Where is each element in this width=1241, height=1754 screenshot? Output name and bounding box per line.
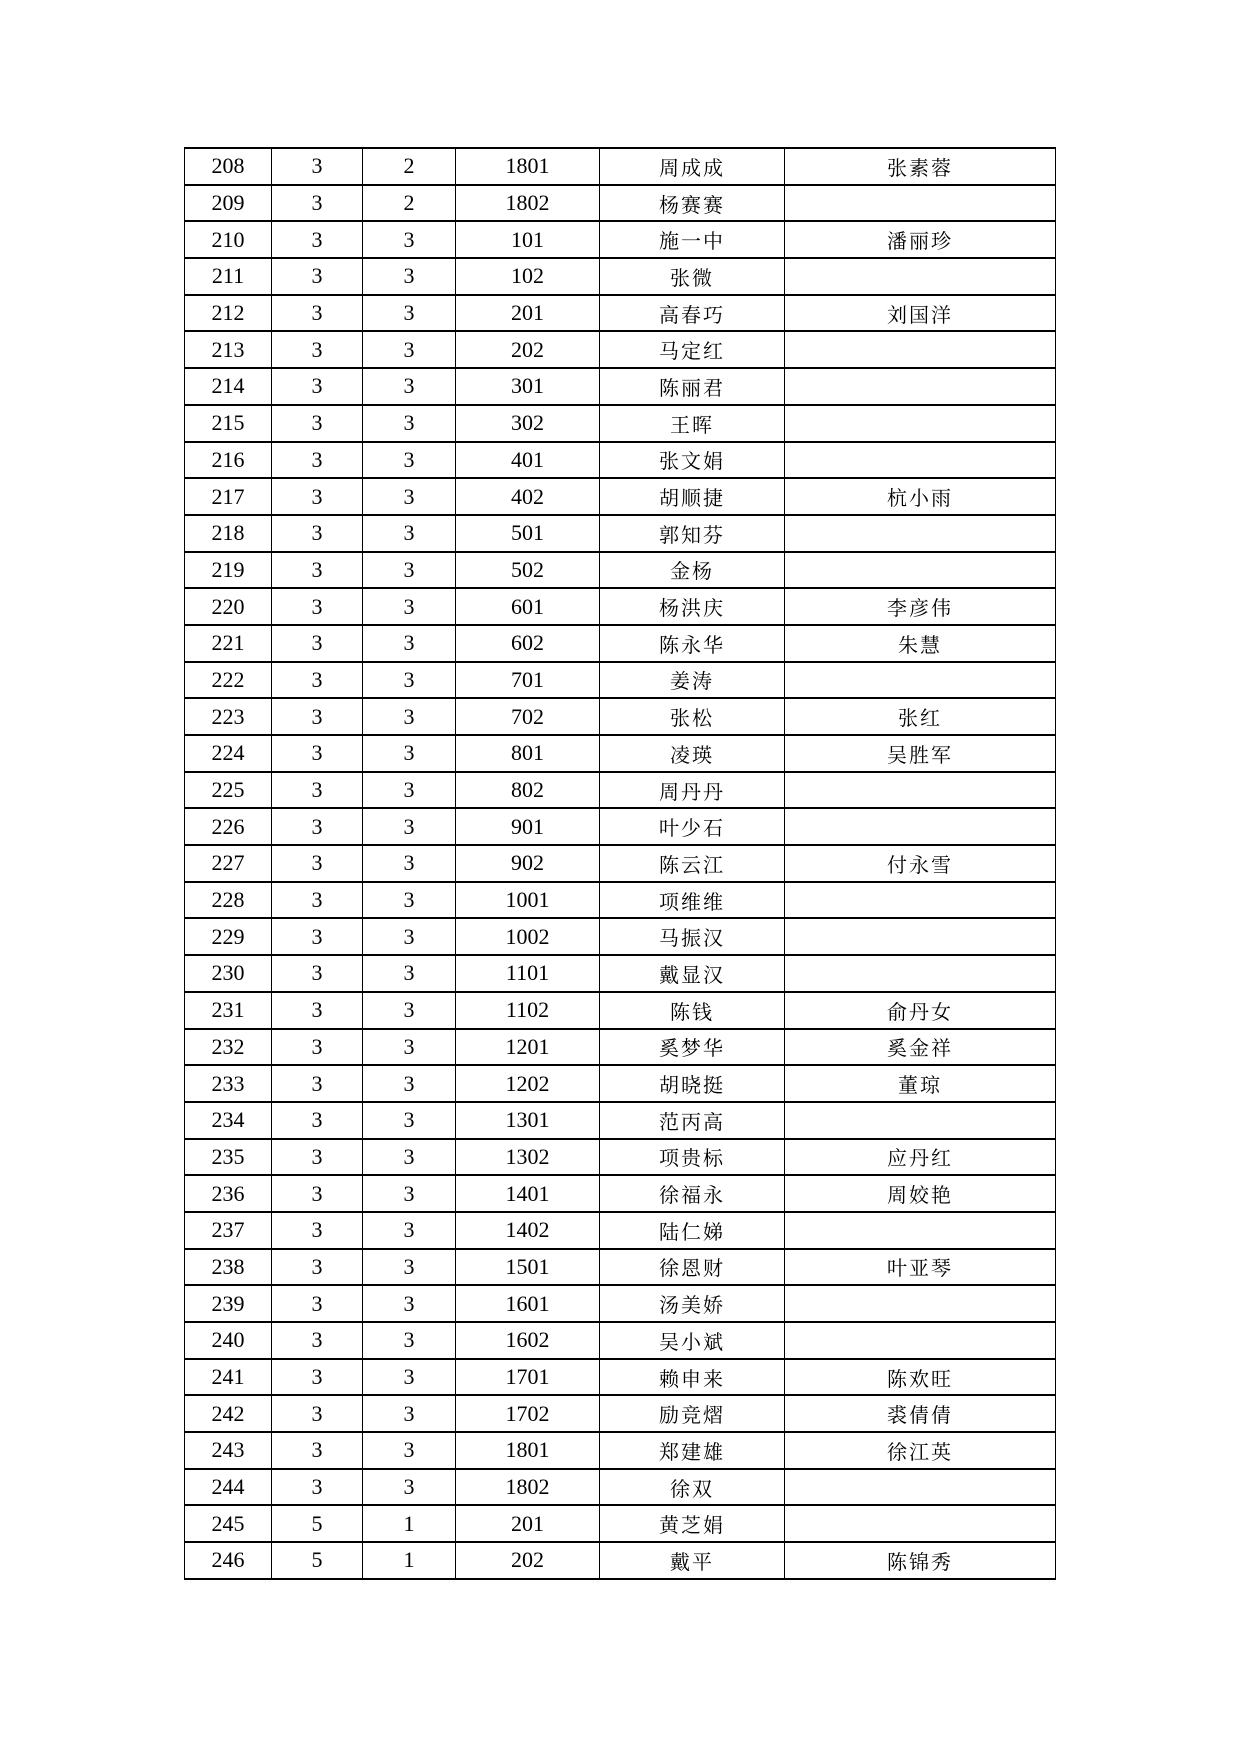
table-row [185, 552, 1056, 589]
cell-room: 202 [456, 331, 600, 368]
cell-building: 3 [272, 442, 363, 479]
cell-name-primary: 张文娟 [600, 442, 785, 479]
cell-building: 3 [272, 845, 363, 882]
cell-building: 3 [272, 1469, 363, 1506]
cell-unit: 3 [363, 1395, 456, 1432]
cell-name-secondary: 吴胜军 [785, 735, 1056, 772]
cell-building: 3 [272, 955, 363, 992]
cell-building: 3 [272, 625, 363, 662]
cell-seq: 227 [185, 845, 272, 882]
cell-seq: 241 [185, 1359, 272, 1396]
table-body [185, 148, 1056, 1579]
cell-unit: 3 [363, 405, 456, 442]
cell-seq: 224 [185, 735, 272, 772]
cell-seq: 234 [185, 1102, 272, 1139]
cell-name-secondary [785, 442, 1056, 479]
cell-building: 3 [272, 1285, 363, 1322]
cell-name-primary: 戴平 [600, 1542, 785, 1579]
cell-room: 1802 [456, 1469, 600, 1506]
cell-unit: 3 [363, 552, 456, 589]
table-row [185, 588, 1056, 625]
cell-seq: 216 [185, 442, 272, 479]
cell-building: 3 [272, 221, 363, 258]
cell-room: 1401 [456, 1175, 600, 1212]
table-row [185, 698, 1056, 735]
cell-name-secondary [785, 882, 1056, 919]
cell-room: 1802 [456, 185, 600, 222]
cell-seq: 222 [185, 662, 272, 699]
cell-unit: 3 [363, 368, 456, 405]
cell-name-primary: 叶少石 [600, 808, 785, 845]
cell-name-secondary: 徐江英 [785, 1432, 1056, 1469]
cell-room: 1001 [456, 882, 600, 919]
cell-seq: 231 [185, 992, 272, 1029]
cell-name-primary: 陆仁娣 [600, 1212, 785, 1249]
cell-room: 901 [456, 808, 600, 845]
table-row [185, 295, 1056, 332]
cell-name-secondary [785, 1285, 1056, 1322]
cell-room: 302 [456, 405, 600, 442]
cell-room: 902 [456, 845, 600, 882]
cell-room: 501 [456, 515, 600, 552]
cell-unit: 3 [363, 918, 456, 955]
cell-unit: 3 [363, 662, 456, 699]
table-row [185, 992, 1056, 1029]
cell-room: 1402 [456, 1212, 600, 1249]
table-row [185, 221, 1056, 258]
table-row [185, 148, 1056, 185]
cell-unit: 3 [363, 258, 456, 295]
cell-room: 1202 [456, 1065, 600, 1102]
table-row [185, 1432, 1056, 1469]
cell-seq: 229 [185, 918, 272, 955]
table-row [185, 1029, 1056, 1066]
cell-room: 1702 [456, 1395, 600, 1432]
cell-unit: 3 [363, 625, 456, 662]
cell-room: 801 [456, 735, 600, 772]
cell-seq: 246 [185, 1542, 272, 1579]
table-row [185, 625, 1056, 662]
cell-room: 1301 [456, 1102, 600, 1139]
cell-name-primary: 项贵标 [600, 1139, 785, 1176]
cell-seq: 212 [185, 295, 272, 332]
cell-name-secondary [785, 918, 1056, 955]
cell-seq: 244 [185, 1469, 272, 1506]
cell-name-primary: 陈云江 [600, 845, 785, 882]
cell-seq: 233 [185, 1065, 272, 1102]
cell-seq: 225 [185, 772, 272, 809]
cell-unit: 3 [363, 295, 456, 332]
cell-building: 3 [272, 588, 363, 625]
cell-name-primary: 奚梦华 [600, 1029, 785, 1066]
cell-name-secondary [785, 515, 1056, 552]
cell-name-primary: 王晖 [600, 405, 785, 442]
cell-building: 5 [272, 1542, 363, 1579]
cell-unit: 3 [363, 698, 456, 735]
cell-name-secondary [785, 331, 1056, 368]
cell-room: 1201 [456, 1029, 600, 1066]
cell-unit: 3 [363, 331, 456, 368]
cell-name-secondary [785, 552, 1056, 589]
cell-name-secondary [785, 1102, 1056, 1139]
cell-building: 3 [272, 1322, 363, 1359]
table-row [185, 662, 1056, 699]
cell-unit: 3 [363, 1065, 456, 1102]
cell-name-secondary: 付永雪 [785, 845, 1056, 882]
cell-room: 1101 [456, 955, 600, 992]
cell-seq: 221 [185, 625, 272, 662]
cell-name-secondary [785, 808, 1056, 845]
cell-seq: 228 [185, 882, 272, 919]
cell-name-secondary: 陈锦秀 [785, 1542, 1056, 1579]
cell-building: 3 [272, 1359, 363, 1396]
cell-unit: 3 [363, 1322, 456, 1359]
cell-room: 701 [456, 662, 600, 699]
cell-name-secondary: 周姣艳 [785, 1175, 1056, 1212]
cell-building: 3 [272, 1175, 363, 1212]
cell-seq: 239 [185, 1285, 272, 1322]
cell-building: 3 [272, 992, 363, 1029]
cell-name-primary: 周成成 [600, 148, 785, 185]
table-row [185, 442, 1056, 479]
cell-name-secondary [785, 1505, 1056, 1542]
cell-room: 101 [456, 221, 600, 258]
table-row [185, 1175, 1056, 1212]
cell-unit: 3 [363, 478, 456, 515]
cell-room: 1602 [456, 1322, 600, 1359]
cell-unit: 2 [363, 148, 456, 185]
cell-name-secondary: 裘倩倩 [785, 1395, 1056, 1432]
cell-name-primary: 周丹丹 [600, 772, 785, 809]
cell-name-primary: 张微 [600, 258, 785, 295]
cell-room: 601 [456, 588, 600, 625]
cell-unit: 3 [363, 515, 456, 552]
table-row [185, 882, 1056, 919]
cell-name-primary: 高春巧 [600, 295, 785, 332]
cell-name-secondary: 叶亚琴 [785, 1249, 1056, 1286]
cell-room: 702 [456, 698, 600, 735]
cell-name-primary: 张松 [600, 698, 785, 735]
cell-name-secondary: 俞丹女 [785, 992, 1056, 1029]
cell-name-secondary [785, 1469, 1056, 1506]
cell-name-secondary: 奚金祥 [785, 1029, 1056, 1066]
cell-name-secondary [785, 258, 1056, 295]
cell-seq: 235 [185, 1139, 272, 1176]
cell-name-primary: 施一中 [600, 221, 785, 258]
cell-name-secondary: 应丹红 [785, 1139, 1056, 1176]
cell-seq: 215 [185, 405, 272, 442]
cell-building: 3 [272, 331, 363, 368]
cell-room: 1002 [456, 918, 600, 955]
cell-unit: 1 [363, 1505, 456, 1542]
cell-seq: 218 [185, 515, 272, 552]
cell-name-secondary [785, 772, 1056, 809]
table-row [185, 845, 1056, 882]
cell-unit: 3 [363, 1139, 456, 1176]
cell-room: 102 [456, 258, 600, 295]
cell-name-primary: 黄芝娟 [600, 1505, 785, 1542]
cell-building: 3 [272, 295, 363, 332]
cell-seq: 232 [185, 1029, 272, 1066]
cell-seq: 217 [185, 478, 272, 515]
cell-room: 502 [456, 552, 600, 589]
cell-name-secondary [785, 1212, 1056, 1249]
cell-unit: 3 [363, 1359, 456, 1396]
cell-name-secondary [785, 1322, 1056, 1359]
table-row [185, 1322, 1056, 1359]
table-row [185, 1359, 1056, 1396]
cell-room: 402 [456, 478, 600, 515]
cell-unit: 3 [363, 1175, 456, 1212]
cell-seq: 220 [185, 588, 272, 625]
cell-room: 202 [456, 1542, 600, 1579]
cell-seq: 210 [185, 221, 272, 258]
table-row [185, 808, 1056, 845]
cell-seq: 230 [185, 955, 272, 992]
cell-seq: 211 [185, 258, 272, 295]
cell-unit: 3 [363, 882, 456, 919]
cell-name-secondary: 董琼 [785, 1065, 1056, 1102]
cell-name-primary: 戴显汉 [600, 955, 785, 992]
cell-name-primary: 郭知芬 [600, 515, 785, 552]
cell-seq: 240 [185, 1322, 272, 1359]
cell-seq: 223 [185, 698, 272, 735]
table-row [185, 478, 1056, 515]
cell-unit: 3 [363, 955, 456, 992]
cell-name-secondary [785, 662, 1056, 699]
table-row [185, 1285, 1056, 1322]
cell-unit: 3 [363, 1249, 456, 1286]
cell-building: 3 [272, 405, 363, 442]
cell-unit: 3 [363, 1432, 456, 1469]
table-row [185, 1542, 1056, 1579]
cell-room: 201 [456, 295, 600, 332]
table-row [185, 1469, 1056, 1506]
cell-unit: 3 [363, 735, 456, 772]
cell-room: 201 [456, 1505, 600, 1542]
cell-room: 802 [456, 772, 600, 809]
cell-name-secondary: 陈欢旺 [785, 1359, 1056, 1396]
cell-unit: 3 [363, 442, 456, 479]
cell-building: 3 [272, 1395, 363, 1432]
cell-seq: 209 [185, 185, 272, 222]
cell-room: 1801 [456, 1432, 600, 1469]
table-row [185, 1249, 1056, 1286]
cell-building: 5 [272, 1505, 363, 1542]
table-row [185, 1139, 1056, 1176]
cell-room: 1501 [456, 1249, 600, 1286]
cell-name-primary: 郑建雄 [600, 1432, 785, 1469]
cell-seq: 219 [185, 552, 272, 589]
cell-building: 3 [272, 478, 363, 515]
cell-name-primary: 陈丽君 [600, 368, 785, 405]
cell-room: 1302 [456, 1139, 600, 1176]
cell-seq: 245 [185, 1505, 272, 1542]
cell-name-primary: 杨洪庆 [600, 588, 785, 625]
cell-unit: 3 [363, 845, 456, 882]
cell-building: 3 [272, 918, 363, 955]
table-row [185, 258, 1056, 295]
cell-name-primary: 项维维 [600, 882, 785, 919]
cell-name-primary: 陈钱 [600, 992, 785, 1029]
cell-building: 3 [272, 1029, 363, 1066]
cell-room: 301 [456, 368, 600, 405]
cell-name-secondary [785, 368, 1056, 405]
cell-building: 3 [272, 808, 363, 845]
cell-name-primary: 徐福永 [600, 1175, 785, 1212]
cell-name-primary: 胡顺捷 [600, 478, 785, 515]
cell-unit: 3 [363, 221, 456, 258]
table-row [185, 772, 1056, 809]
table-row [185, 405, 1056, 442]
table-row [185, 735, 1056, 772]
table-row [185, 368, 1056, 405]
table-row [185, 1505, 1056, 1542]
cell-name-secondary [785, 955, 1056, 992]
cell-name-primary: 金杨 [600, 552, 785, 589]
cell-name-secondary: 李彦伟 [785, 588, 1056, 625]
cell-name-secondary: 朱慧 [785, 625, 1056, 662]
cell-unit: 3 [363, 992, 456, 1029]
table-row [185, 1395, 1056, 1432]
cell-name-primary: 徐双 [600, 1469, 785, 1506]
table-row [185, 918, 1056, 955]
cell-building: 3 [272, 515, 363, 552]
cell-seq: 213 [185, 331, 272, 368]
cell-name-primary: 励竞熠 [600, 1395, 785, 1432]
residents-roster-table [184, 147, 1056, 1580]
cell-name-primary: 马定红 [600, 331, 785, 368]
cell-unit: 3 [363, 808, 456, 845]
cell-unit: 2 [363, 185, 456, 222]
cell-room: 602 [456, 625, 600, 662]
cell-name-secondary: 张素蓉 [785, 148, 1056, 185]
cell-name-primary: 范丙高 [600, 1102, 785, 1139]
cell-building: 3 [272, 148, 363, 185]
cell-name-secondary: 潘丽珍 [785, 221, 1056, 258]
cell-building: 3 [272, 1249, 363, 1286]
cell-name-secondary [785, 185, 1056, 222]
cell-unit: 3 [363, 588, 456, 625]
cell-name-secondary: 张红 [785, 698, 1056, 735]
table-row [185, 1212, 1056, 1249]
cell-building: 3 [272, 698, 363, 735]
cell-seq: 243 [185, 1432, 272, 1469]
table-row [185, 515, 1056, 552]
cell-unit: 3 [363, 1029, 456, 1066]
cell-seq: 208 [185, 148, 272, 185]
cell-building: 3 [272, 662, 363, 699]
table-row [185, 1065, 1056, 1102]
cell-building: 3 [272, 1432, 363, 1469]
table-row [185, 955, 1056, 992]
cell-name-primary: 杨赛赛 [600, 185, 785, 222]
cell-seq: 226 [185, 808, 272, 845]
cell-building: 3 [272, 368, 363, 405]
cell-unit: 1 [363, 1542, 456, 1579]
cell-name-primary: 赖申来 [600, 1359, 785, 1396]
cell-building: 3 [272, 1102, 363, 1139]
cell-building: 3 [272, 1139, 363, 1176]
cell-name-primary: 马振汉 [600, 918, 785, 955]
cell-building: 3 [272, 735, 363, 772]
cell-building: 3 [272, 772, 363, 809]
cell-room: 1701 [456, 1359, 600, 1396]
cell-seq: 214 [185, 368, 272, 405]
cell-name-secondary [785, 405, 1056, 442]
cell-room: 401 [456, 442, 600, 479]
cell-seq: 236 [185, 1175, 272, 1212]
cell-name-primary: 吴小斌 [600, 1322, 785, 1359]
cell-unit: 3 [363, 1102, 456, 1139]
cell-room: 1601 [456, 1285, 600, 1322]
cell-name-primary: 徐恩财 [600, 1249, 785, 1286]
cell-name-primary: 汤美娇 [600, 1285, 785, 1322]
cell-seq: 237 [185, 1212, 272, 1249]
cell-room: 1801 [456, 148, 600, 185]
cell-unit: 3 [363, 1212, 456, 1249]
cell-name-secondary: 杭小雨 [785, 478, 1056, 515]
cell-room: 1102 [456, 992, 600, 1029]
cell-name-secondary: 刘国洋 [785, 295, 1056, 332]
cell-building: 3 [272, 258, 363, 295]
cell-unit: 3 [363, 772, 456, 809]
table-row [185, 1102, 1056, 1139]
cell-name-primary: 胡晓挺 [600, 1065, 785, 1102]
cell-seq: 242 [185, 1395, 272, 1432]
cell-building: 3 [272, 552, 363, 589]
cell-unit: 3 [363, 1469, 456, 1506]
cell-building: 3 [272, 882, 363, 919]
cell-name-primary: 姜涛 [600, 662, 785, 699]
cell-unit: 3 [363, 1285, 456, 1322]
table-row [185, 331, 1056, 368]
cell-building: 3 [272, 1065, 363, 1102]
cell-seq: 238 [185, 1249, 272, 1286]
cell-building: 3 [272, 185, 363, 222]
table-row [185, 185, 1056, 222]
cell-name-primary: 陈永华 [600, 625, 785, 662]
cell-building: 3 [272, 1212, 363, 1249]
cell-name-primary: 凌瑛 [600, 735, 785, 772]
